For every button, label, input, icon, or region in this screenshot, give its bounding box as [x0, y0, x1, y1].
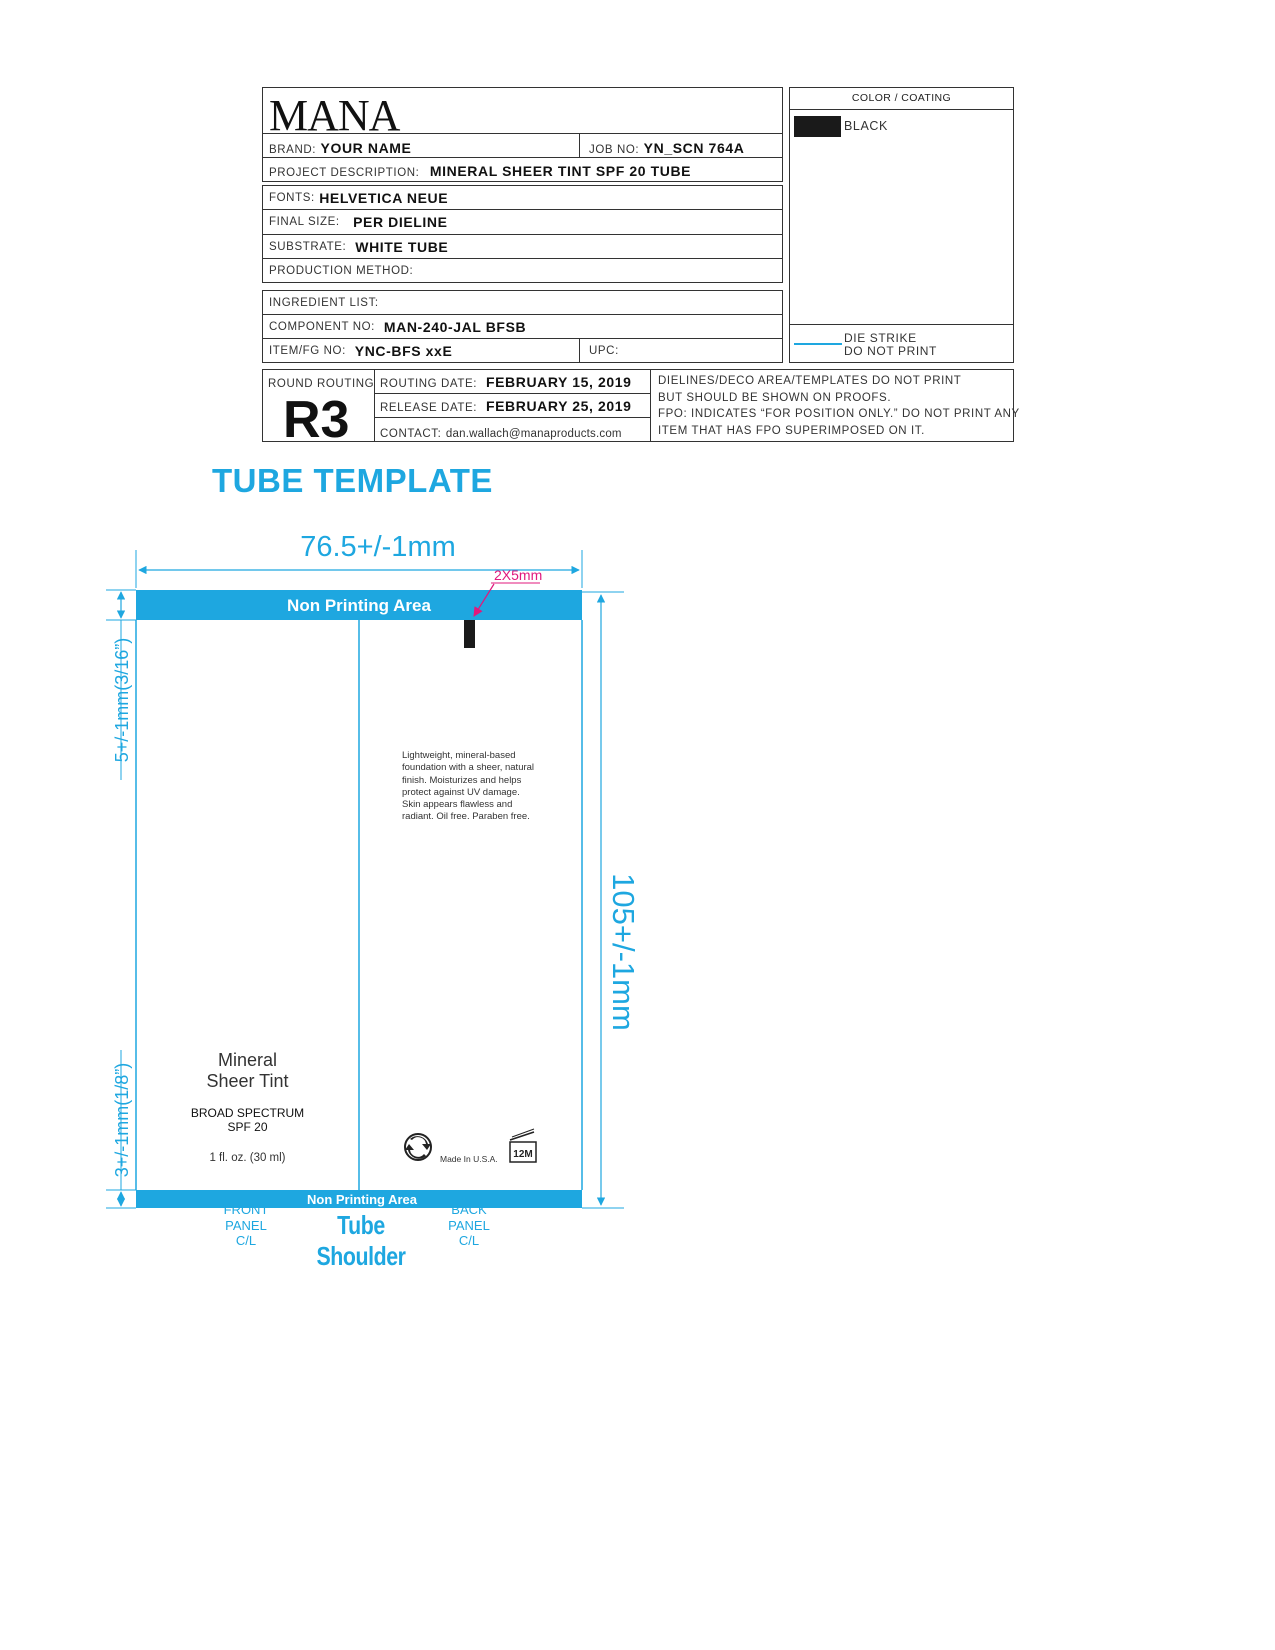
net-contents: 1 fl. oz. (30 ml) — [209, 1152, 286, 1164]
back-panel-line: BACK — [451, 1202, 487, 1217]
description-line: foundation with a sheer, natural — [402, 762, 535, 774]
round-routing-label: ROUND ROUTING — [268, 378, 375, 390]
eyemark-box — [464, 620, 475, 648]
tube-shoulder-label: Tube Shoulder — [316, 1210, 406, 1271]
size-label: FINAL SIZE: — [269, 216, 340, 228]
fonts-value: HELVETICA NEUE — [319, 189, 449, 206]
product-name-line1: Mineral — [217, 1050, 278, 1070]
back-panel-line: C/L — [458, 1233, 480, 1248]
contact-label: CONTACT: — [380, 428, 442, 440]
production-label: PRODUCTION METHOD: — [269, 265, 414, 277]
product-name-line2: Sheer Tint — [206, 1071, 289, 1091]
bottom-margin-dimension-label: 3+/-1mm(1/8”) — [112, 1062, 132, 1178]
project-value: MINERAL SHEER TINT SPF 20 TUBE — [429, 163, 692, 179]
green-dot-recycle-icon — [405, 1134, 431, 1160]
substrate-label: SUBSTRATE: — [269, 240, 347, 253]
front-panel-cl — [216, 1202, 276, 1249]
back-description — [402, 750, 534, 824]
eyemark-label: 2X5mm — [494, 567, 543, 583]
description-line: Skin appears flawless and — [402, 799, 513, 811]
brand-value: YOUR NAME — [320, 140, 412, 156]
brand-label: BRAND: — [269, 144, 317, 156]
release-date-value: FEBRUARY 25, 2019 — [485, 398, 632, 414]
description-line: radiant. Oil free. Paraben free. — [402, 811, 530, 823]
front-copy — [136, 1050, 359, 1164]
back-panel-cl — [439, 1202, 499, 1249]
routing-date-value: FEBRUARY 15, 2019 — [485, 374, 632, 390]
front-panel-line: PANEL — [225, 1217, 267, 1233]
note-line: FPO: INDICATES “FOR POSITION ONLY.” DO NOT PRINT ANY — [658, 408, 1020, 420]
top-margin-dimension-label: 5+/-1mm(3/16”) — [112, 637, 132, 763]
description-line: Lightweight, mineral-based — [402, 750, 516, 761]
note-line: ITEM THAT HAS FPO SUPERIMPOSED ON IT. — [658, 424, 925, 437]
round-value: R3 — [283, 391, 350, 449]
front-panel-line: C/L — [235, 1233, 257, 1248]
pao-label: 12M — [513, 1149, 533, 1160]
do-not-print-label: DO NOT PRINT — [844, 344, 937, 358]
substrate-value: WHITE TUBE — [355, 238, 449, 255]
project-label: PROJECT DESCRIPTION: — [269, 167, 420, 179]
size-value: PER DIELINE — [353, 214, 448, 230]
job-label: JOB NO: — [589, 144, 640, 156]
component-label: COMPONENT NO: — [269, 320, 375, 333]
description-line: finish. Moisturizes and helps — [402, 774, 522, 786]
component-value: MAN-240-JAL BFSB — [383, 318, 527, 335]
contact-value: dan.wallach@manaproducts.com — [445, 428, 622, 440]
height-dimension-label: 105+/-1mm — [606, 873, 641, 1031]
period-after-opening-icon — [510, 1129, 536, 1162]
note-line: BUT SHOULD BE SHOWN ON PROOFS. — [658, 391, 892, 404]
front-panel-line: FRONT — [223, 1202, 269, 1217]
item-label: ITEM/FG NO: — [269, 345, 346, 357]
release-date-label: RELEASE DATE: — [380, 402, 478, 414]
swatch-label: BLACK — [844, 119, 888, 133]
job-value: YN_SCN 764A — [643, 140, 745, 156]
color-coating-title: COLOR / COATING — [790, 88, 1013, 110]
template-title: TUBE TEMPLATE — [212, 462, 493, 499]
upc-label: UPC: — [589, 345, 619, 357]
ingredient-label: INGREDIENT LIST: — [269, 296, 379, 309]
made-in-label: Made In U.S.A. — [440, 1154, 498, 1164]
fonts-label: FONTS: — [269, 191, 315, 204]
width-dimension-label: 76.5+/-1mm — [300, 531, 456, 563]
non-printing-bottom-label: Non Printing Area — [306, 1192, 418, 1207]
die-strike-label: DIE STRIKE — [844, 331, 917, 345]
routing-date-label: ROUTING DATE: — [380, 378, 478, 390]
spf-line2: SPF 20 — [227, 1120, 268, 1134]
note-line: DIELINES/DECO AREA/TEMPLATES DO NOT PRINT — [658, 375, 962, 387]
item-value: YNC-BFS xxE — [354, 343, 453, 359]
spf-line1: BROAD SPECTRUM — [190, 1106, 305, 1120]
non-printing-top-label: Non Printing Area — [287, 596, 431, 615]
back-panel-line: PANEL — [448, 1217, 490, 1233]
mana-logo: MANA — [269, 91, 400, 140]
description-line: protect against UV damage. — [402, 786, 520, 798]
